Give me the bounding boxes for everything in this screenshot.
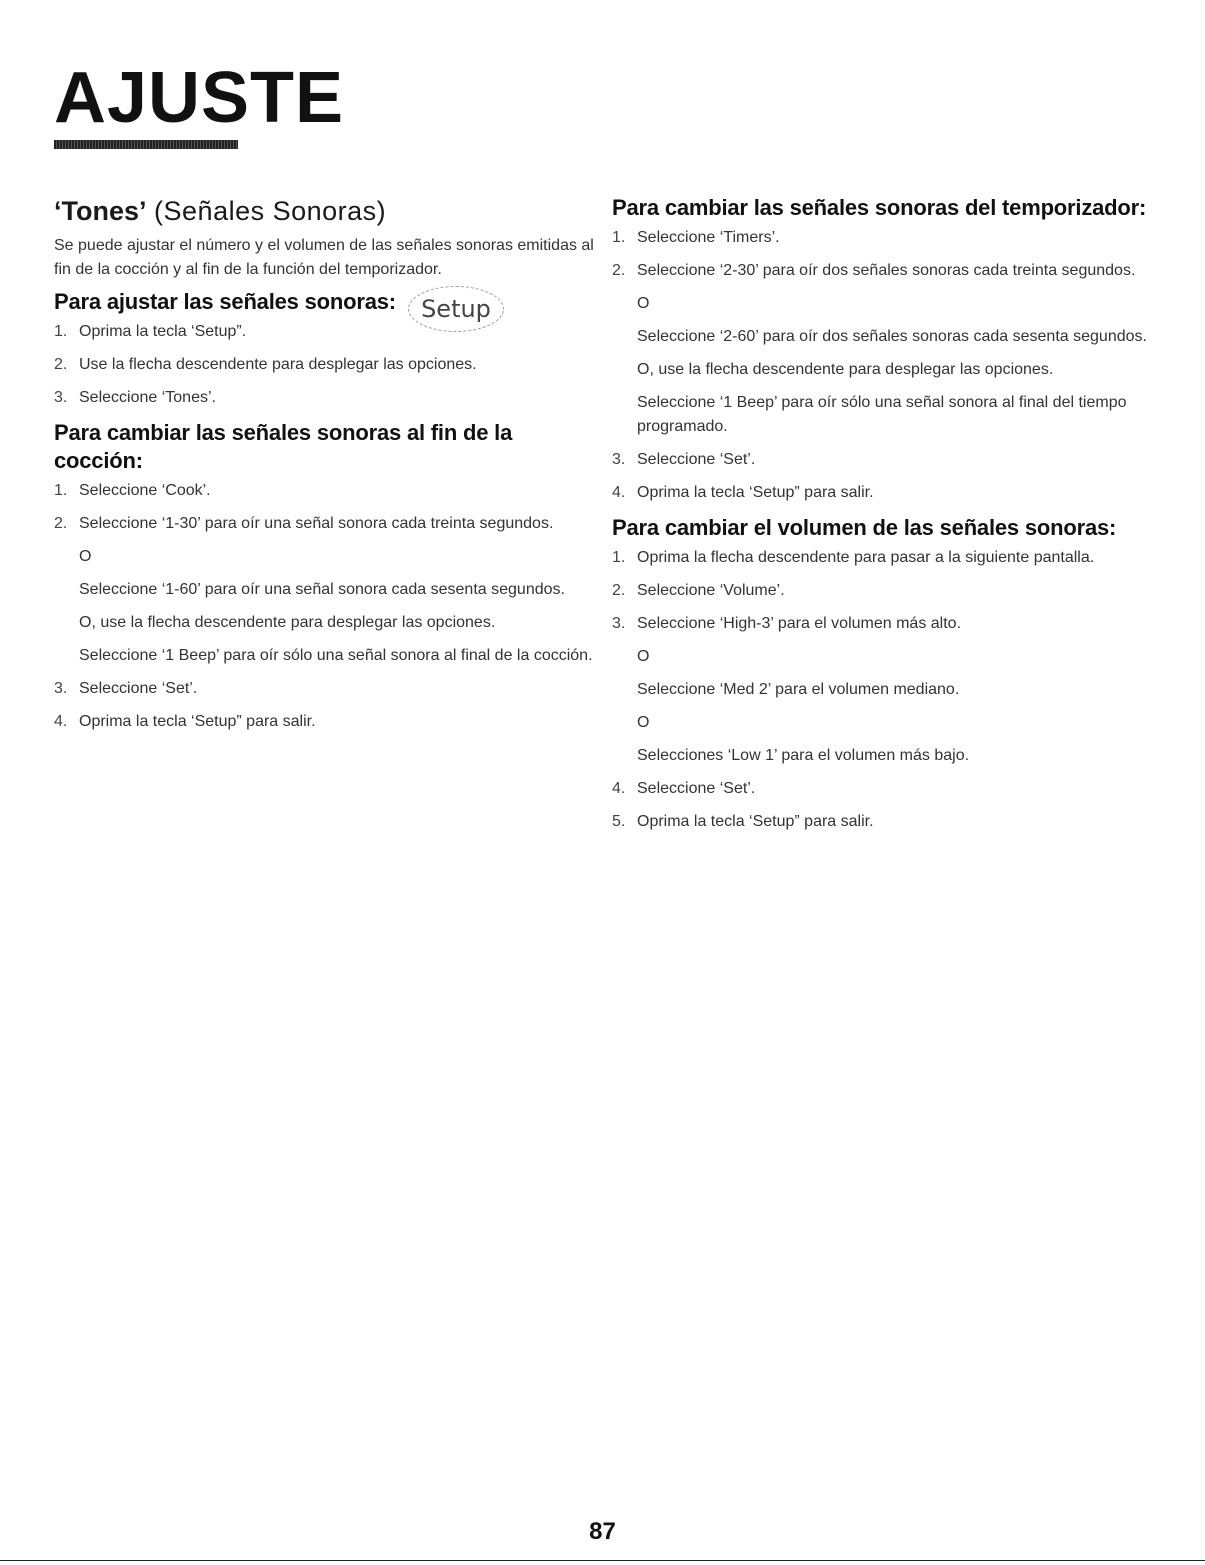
step-number: 1.: [612, 229, 626, 246]
step-number: 5.: [612, 813, 626, 830]
timer-alt-1: Seleccione ‘2-60’ para oír dos señales sonoras cada sesenta segundos.: [637, 328, 1147, 345]
step-number: 3.: [54, 680, 68, 697]
page-number: 87: [589, 1518, 616, 1545]
cook-step-4: [54, 710, 594, 734]
step-text: Seleccione ‘1-30’ para oír una señal sonora cada treinta segundos.: [79, 515, 554, 532]
step-number: 4.: [54, 713, 68, 730]
step-number: 1.: [612, 549, 626, 566]
cook-step-3: [54, 677, 594, 701]
step-number: 1.: [54, 323, 68, 340]
step-text: Oprima la tecla ‘Setup”.: [79, 323, 247, 340]
volume-step-5: [612, 810, 1152, 834]
adjust-step-1: [54, 320, 594, 344]
step-text: Oprima la tecla ‘Setup” para salir.: [637, 813, 874, 830]
adjust-step-2: [54, 353, 594, 377]
timer-alt-or: O: [637, 295, 650, 312]
cook-alt-or: O: [79, 548, 92, 565]
step-number: 4.: [612, 484, 626, 501]
tones-section-title: [54, 194, 594, 228]
step-text: Seleccione ‘Set’.: [79, 680, 198, 697]
timer-step-2: [612, 259, 1152, 283]
timer-heading: Para cambiar las señales sonoras del temporizador:: [612, 195, 1147, 220]
right-column: [612, 194, 1152, 843]
step-text: Use la flecha descendente para desplegar las opciones.: [79, 356, 477, 373]
timer-alt-3: Seleccione ‘1 Beep’ para oír sólo una señal sonora al final del tiempo programado.: [637, 394, 1127, 435]
adjust-step-3: [54, 386, 594, 410]
setup-key-icon: Setup: [408, 286, 504, 332]
step-text: Oprima la tecla ‘Setup” para salir.: [637, 484, 874, 501]
step-number: 1.: [54, 482, 68, 499]
volume-step-4: [612, 777, 1152, 801]
cook-alt-3: Seleccione ‘1 Beep’ para oír sólo una señal sonora al final de la cocción.: [79, 647, 593, 664]
cook-heading: Para cambiar las señales sonoras al fin de la cocción:: [54, 420, 513, 473]
step-number: 2.: [612, 582, 626, 599]
bottom-rule: [0, 1560, 1205, 1561]
step-text: Seleccione ‘Volume’.: [637, 582, 785, 599]
volume-alt-2: Selecciones ‘Low 1’ para el volumen más bajo.: [637, 747, 970, 764]
step-text: Oprima la flecha descendente para pasar a la siguiente pantalla.: [637, 549, 1095, 566]
step-number: 2.: [612, 262, 626, 279]
step-text: Seleccione ‘High-3’ para el volumen más alto.: [637, 615, 962, 632]
cook-step-1: [54, 479, 594, 503]
step-number: 3.: [612, 615, 626, 632]
tones-title-quoted: ‘Tones’: [54, 196, 147, 226]
step-text: Seleccione ‘2-30’ para oír dos señales sonoras cada treinta segundos.: [637, 262, 1136, 279]
step-text: Seleccione ‘Cook’.: [79, 482, 211, 499]
cook-alt-1: Seleccione ‘1-60’ para oír una señal sonora cada sesenta segundos.: [79, 581, 565, 598]
volume-heading: Para cambiar el volumen de las señales sonoras:: [612, 515, 1117, 540]
cook-alt-2: O, use la flecha descendente para desplegar las opciones.: [79, 614, 496, 631]
timer-step-3: [612, 448, 1152, 472]
volume-alt-or-1: O: [637, 648, 650, 665]
step-number: 3.: [54, 389, 68, 406]
step-number: 4.: [612, 780, 626, 797]
volume-step-3: [612, 612, 1152, 636]
volume-alt-1: Seleccione ‘Med 2’ para el volumen mediano.: [637, 681, 960, 698]
adjust-heading: Para ajustar las señales sonoras:: [54, 289, 396, 314]
left-column: [54, 194, 594, 743]
page-title: AJUSTE: [54, 58, 345, 138]
step-number: 2.: [54, 515, 68, 532]
step-number: 2.: [54, 356, 68, 373]
title-underline-bar: [54, 140, 238, 149]
timer-alt-2: O, use la flecha descendente para desplegar las opciones.: [637, 361, 1054, 378]
step-text: Seleccione ‘Timers’.: [637, 229, 780, 246]
tones-title-paren: (Señales Sonoras): [154, 196, 387, 226]
tones-intro: Se puede ajustar el número y el volumen de las señales sonoras emitidas al fin de la cocción y al fin de la función del temporizador.: [54, 237, 594, 278]
step-text: Oprima la tecla ‘Setup” para salir.: [79, 713, 316, 730]
volume-alt-or-2: O: [637, 714, 650, 731]
cook-step-2: [54, 512, 594, 536]
step-number: 3.: [612, 451, 626, 468]
volume-step-1: [612, 546, 1152, 570]
step-text: Seleccione ‘Tones’.: [79, 389, 216, 406]
volume-step-2: [612, 579, 1152, 603]
timer-step-1: [612, 226, 1152, 250]
timer-step-4: [612, 481, 1152, 505]
step-text: Seleccione ‘Set’.: [637, 780, 756, 797]
step-text: Seleccione ‘Set’.: [637, 451, 756, 468]
